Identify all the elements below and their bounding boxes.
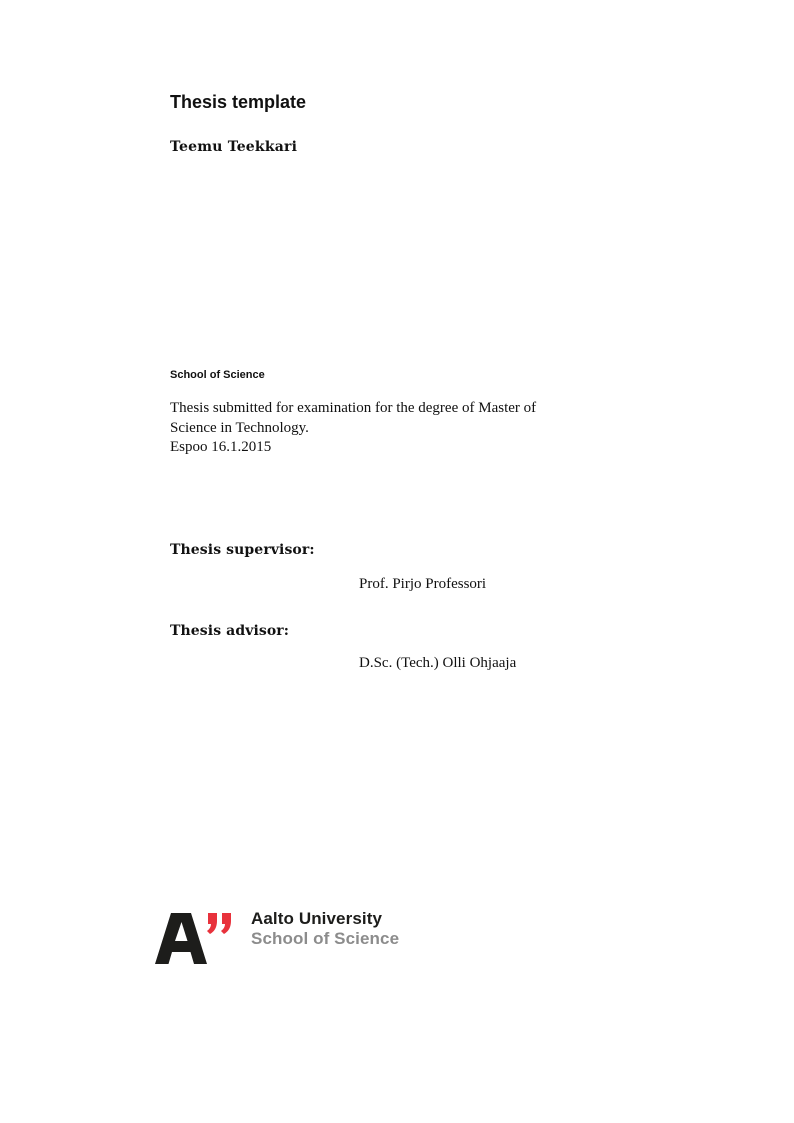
advisor-label: Thesis advisor: [170, 623, 290, 639]
advisor-name: D.Sc. (Tech.) Olli Ohjaaja [359, 655, 517, 671]
supervisor-label: Thesis supervisor: [170, 542, 315, 558]
supervisor-name: Prof. Pirjo Professori [359, 576, 487, 592]
logo-university-name: Aalto University [251, 909, 383, 928]
thesis-title: Thesis template [170, 92, 307, 112]
school-name: School of Science [170, 369, 265, 381]
author-name: Teemu Teekkari [170, 139, 298, 155]
aalto-logo [155, 912, 235, 971]
aalto-a-logo-icon [155, 912, 235, 966]
thesis-purpose: Thesis submitted for examination for the degree of Master of Science in Technology. [170, 400, 537, 436]
logo-school-name: School of Science [251, 929, 400, 948]
place-date: Espoo 16.1.2015 [170, 439, 272, 455]
